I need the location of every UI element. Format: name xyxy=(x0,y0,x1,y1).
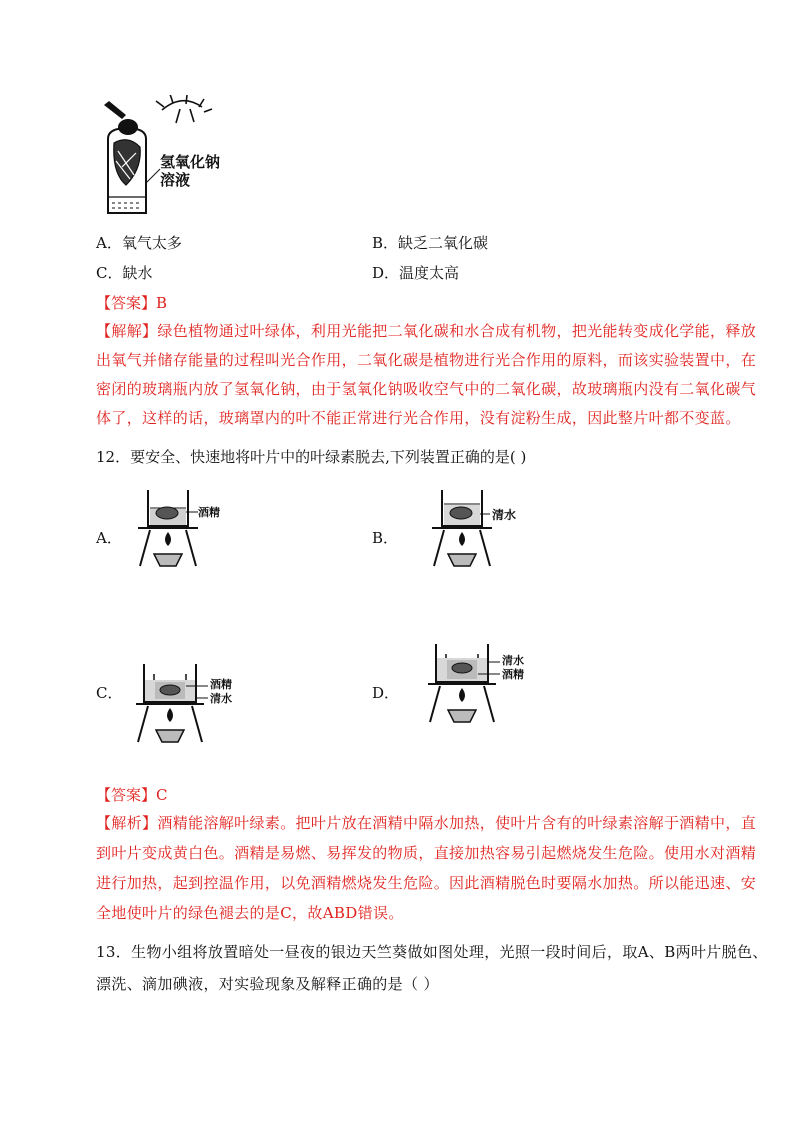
q11-analysis-line: 【解解】绿色植物通过叶绿体，利用光能把二氧化碳和水合成有机物，把光能转变成化学能，释放 xyxy=(96,322,757,340)
q12-analysis-line: 进行加热，起到控温作用，以免酒精燃烧发生危险。因此酒精脱色时要隔水加热。所以能迅速、安 xyxy=(96,874,757,892)
q13-line: 13．生物小组将放置暗处一昼夜的银边天竺葵做如图处理，光照一段时间后，取A、B两叶片脱色、 xyxy=(96,943,768,961)
label-water: 清水 xyxy=(492,508,517,522)
q12-analysis-line: 到叶片变成黄白色。酒精是易燃、易挥发的物质，直接加热容易引起燃烧发生危险。使用水对酒精 xyxy=(96,844,757,862)
q12-stem: 12．要安全、快速地将叶片中的叶绿素脱去,下列装置正确的是( ) xyxy=(96,448,527,466)
q11-option-a: A．氧气太多 xyxy=(96,234,182,252)
q12-option-d-letter: D． xyxy=(372,684,400,702)
figure-label-line2: 溶液 xyxy=(160,171,191,189)
label-alcohol: 酒精 xyxy=(210,678,232,691)
q13-stem xyxy=(96,936,768,1000)
q11-option-c: C．缺水 xyxy=(96,264,153,282)
q11-option-b: B．缺乏二氧化碳 xyxy=(372,234,489,252)
q12-analysis-line: 【解析】酒精能溶解叶绿素。把叶片放在酒精中隔水加热，使叶片含有的叶绿素溶解于酒精中，直 xyxy=(96,814,757,832)
q11-option-d: D．温度太高 xyxy=(372,264,460,282)
apparatus-a xyxy=(134,486,244,582)
apparatus-c xyxy=(134,660,254,756)
q12-option-a-letter: A． xyxy=(96,529,122,547)
sun-icon xyxy=(156,95,212,123)
q11-analysis-line: 出氧气并储存能量的过程叫光合作用，二氧化碳是植物进行光合作用的原料，而该实验装置中，在 xyxy=(96,351,757,369)
apparatus-d xyxy=(426,640,546,736)
q12-option-b-letter: B． xyxy=(372,529,399,547)
label-alcohol: 酒精 xyxy=(198,506,220,519)
q11-analysis-line: 密闭的玻璃瓶内放了氢氧化钠，由于氢氧化钠吸收空气中的二氧化碳，故玻璃瓶内没有二氧化碳气 xyxy=(96,380,757,398)
figure-label-line1: 氢氧化钠 xyxy=(160,153,221,171)
label-water: 清水 xyxy=(502,654,524,667)
label-water: 清水 xyxy=(210,692,232,705)
q11-analysis xyxy=(96,317,756,433)
q12-analysis xyxy=(96,808,756,928)
q12-analysis-line: 全地使叶片的绿色褪去的是C，故ABD错误。 xyxy=(96,904,404,922)
q11-analysis-line: 体了，这样的话，玻璃罩内的叶不能正常进行光合作用，没有淀粉生成，因此整片叶都不变蓝。 xyxy=(96,409,741,427)
bottle-figure xyxy=(100,95,230,220)
q11-answer: 【答案】B xyxy=(96,294,168,312)
apparatus-b xyxy=(428,486,538,582)
q13-line: 漂洗、滴加碘液，对实验现象及解释正确的是（ ） xyxy=(96,975,439,993)
q12-answer: 【答案】C xyxy=(96,786,168,804)
label-alcohol: 酒精 xyxy=(502,668,524,681)
q12-option-c-letter: C． xyxy=(96,684,123,702)
